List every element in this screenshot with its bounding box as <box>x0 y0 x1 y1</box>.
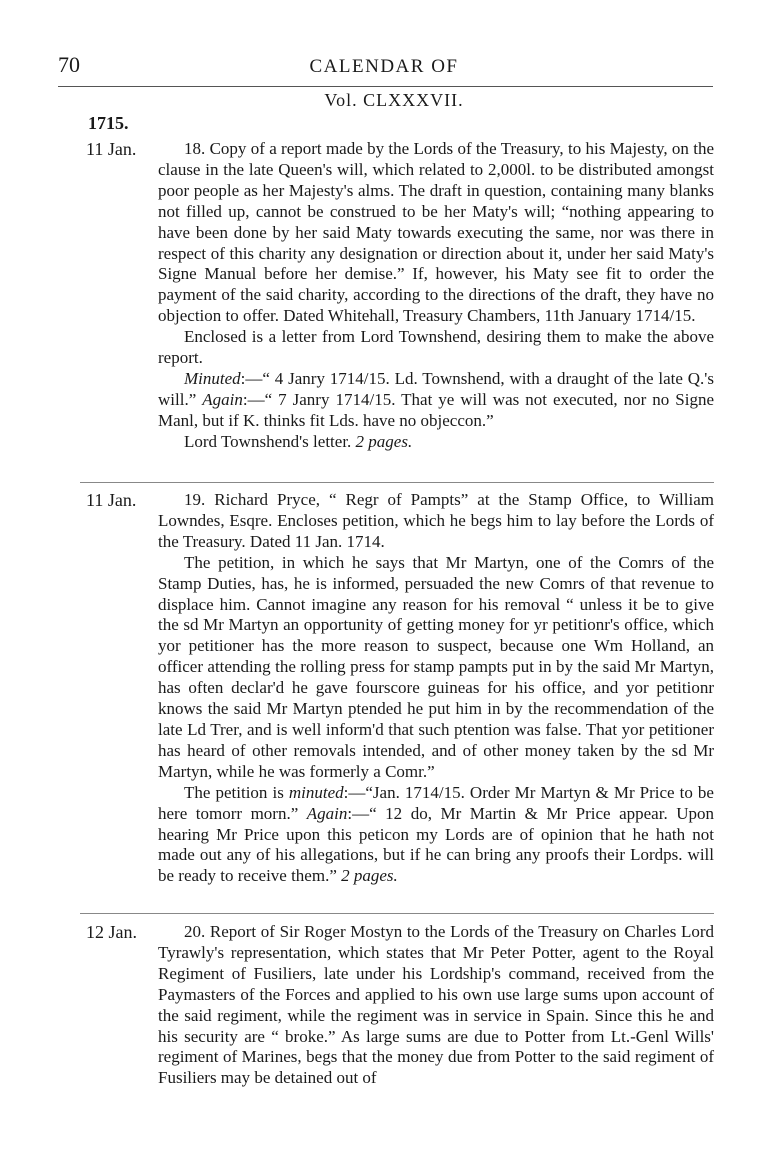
minute-label: Minuted <box>184 368 241 388</box>
entry-separator <box>80 482 714 483</box>
minute-label: minuted <box>288 782 344 802</box>
minute-text: :—“Jan. 1714/15. Order Mr Martyn & Mr Price to be here tomorr morn.” <box>158 782 714 823</box>
entry-footer <box>158 432 714 453</box>
header-rule <box>58 86 713 87</box>
footer-text: Lord Townshend's letter. <box>184 431 352 451</box>
entry-paragraph: Enclosed is a letter from Lord Townshend, desiring them to make the above report. <box>158 327 714 368</box>
volume-heading: Vol. CLXXXVII. <box>324 90 464 110</box>
page-count: 2 pages. <box>341 866 398 886</box>
entry-paragraph: 20. Report of Sir Roger Mostyn to the Lords of the Treasury on Charles Lord Tyrawly's representation, which states that Mr Peter Potter, agent to the Royal Regiment of Fusiliers, late under his Lordship's command, received from the Paymasters of the Forces and applied to his own use large sums upon account of the said regiment, while the regiment was in service in Spain. Since this he and his security are “ broke.” As large sums are due to Potter from Lt.-Genl Wills' regiment of Marines, begs that the money due from Potter to the said regiment of Fusiliers may be detained out of <box>158 922 714 1088</box>
minute-text: :—“ 7 Janry 1714/15. That ye will was not executed, nor no Signe Manl, but if K. thinks fit Lds. have no objeccon.” <box>158 389 715 430</box>
minute-paragraph <box>158 783 714 888</box>
entry-body <box>158 490 714 887</box>
entry-date: 12 Jan. <box>86 922 137 942</box>
entry-paragraph: 18. Copy of a report made by the Lords of the Treasury, to his Majesty, on the clause in the late Queen's will, which related to 2,000l. to be distributed amongst poor people as her Majesty's alms. The draft in question, containing many blanks not filled up, cannot be construed to be her Maty's will; “nothing appearing to have been done by her said Maty towards executing the same, nor was there in respect of this charity any designation or direction about it, under her said Maty's Signe Manual before her demise.” If, however, his Maty see fit to order the payment of the said charity, according to the directions of the draft, they have no objection to offer. Dated Whitehall, Treasury Chambers, 11th January 1714/15. <box>158 139 714 326</box>
entry-paragraph: The petition, in which he says that Mr Martyn, one of the Comrs of the Stamp Duties, has, he is informed, persuaded the new Comrs of that revenue to displace him. Cannot imagine any reason for his removal “ unless it be to give the sd Mr Martyn an opportunity of getting money for yr petitionr's office, which yor petitioner has the more reason to suspect, because one Wm Holland, an officer attending the rolling press for stamp pampts put in by the said Mr Martyn, has often declar'd he gave fourscore guineas for his office, and yor petitionr knows the said Mr Martyn ptended he put him in by the recommendation of the late Ld Trer, and is well inform'd that such ptention was false. That yor petitioner has heard of other removals intended, and of other money taken by the sd Mr Martyn, while he was formerly a Comr.” <box>158 552 714 781</box>
entry-separator <box>80 913 714 914</box>
year-marker: 1715. <box>88 113 129 133</box>
page-number: 70 <box>58 52 80 77</box>
entry-date: 11 Jan. <box>86 139 137 159</box>
minute-prefix: The petition is <box>184 782 289 802</box>
entry-paragraph: 19. Richard Pryce, “ Regr of Pampts” at the Stamp Office, to William Lowndes, Esqre. Encloses petition, which he begs him to lay before the Lords of the Treasury. Dated 11 Jan. 1714. <box>158 490 714 551</box>
minute-paragraph <box>158 369 714 432</box>
minute-text: :—“ 12 do, Mr Martin & Mr Price appear. Upon hearing Mr Price upon this peticon my Lords are of opinion that he hath not made out any of his allegations, but if he can bring any proofs their Lordps. will be ready to receive them.” <box>158 803 714 886</box>
entry-body <box>158 139 714 453</box>
minute-text: :—“ 4 Janry 1714/15. Ld. Townshend, with a draught of the late Q.'s will.” <box>158 368 714 409</box>
minute-again-label: Again <box>306 803 348 823</box>
running-title: CALENDAR OF <box>309 56 459 77</box>
entry-date: 11 Jan. <box>86 490 137 510</box>
page-count: 2 pages. <box>355 431 413 451</box>
entry-body <box>158 922 714 1089</box>
minute-again-label: Again <box>202 389 243 409</box>
